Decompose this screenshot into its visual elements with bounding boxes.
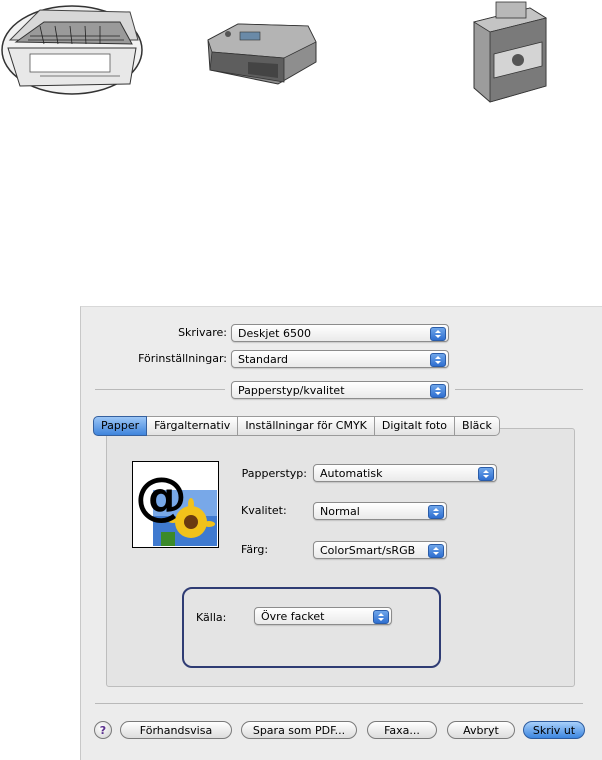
source-label: Källa: [196,611,227,624]
paper-type-value: Automatisk [320,467,383,480]
color-label: Färg: [241,543,269,556]
presets-value: Standard [238,353,289,366]
at-sign-sunflower-icon [133,462,218,547]
tab-digital-photo[interactable]: Digitalt foto [375,416,455,436]
tab-fargalternativ[interactable]: Färgalternativ [147,416,238,436]
paper-type-icon [132,461,219,548]
popup-arrows-icon [430,384,446,398]
tab-cmyk-settings[interactable]: Inställningar för CMYK [238,416,375,436]
paper-type-label: Papperstyp: [241,467,307,480]
color-popup[interactable] [313,541,447,559]
popup-arrows-icon [373,610,389,624]
fax-button[interactable]: Faxa... [367,721,437,739]
presets-popup[interactable] [231,350,449,368]
quality-value: Normal [320,505,360,518]
printer-value: Deskjet 6500 [238,327,311,340]
source-group [182,587,441,668]
tab-ink[interactable]: Bläck [455,416,500,436]
source-popup[interactable] [254,607,392,625]
print-dialog [80,306,602,760]
popup-arrows-icon [478,467,494,481]
presets-label: Förinställningar: [138,352,227,365]
panel-value: Papperstyp/kvalitet [238,384,345,397]
source-value: Övre facket [261,610,325,623]
preview-button[interactable]: Förhandsvisa [120,721,232,739]
printer-popup[interactable] [231,324,449,342]
save-as-pdf-button[interactable]: Spara som PDF... [241,721,357,739]
printer-in-tray-illustration [0,0,143,96]
quality-popup[interactable] [313,502,447,520]
print-button[interactable]: Skriv ut [523,721,585,739]
printer-label: Skrivare: [178,326,227,339]
tab-bar [93,416,500,436]
popup-arrows-icon [428,505,444,519]
popup-arrows-icon [428,544,444,558]
popup-arrows-icon [430,327,446,341]
help-button[interactable]: ? [94,721,112,739]
panel-popup[interactable] [231,381,449,399]
color-value: ColorSmart/sRGB [320,544,416,557]
tab-panel [106,428,575,687]
popup-arrows-icon [430,353,446,367]
paper-tray-accessory-illustration [198,12,320,92]
tab-papper[interactable]: Papper [93,416,147,436]
paper-type-popup[interactable] [313,464,497,482]
quality-label: Kvalitet: [241,504,287,517]
duplex-accessory-illustration [460,0,556,104]
bottom-separator [95,703,583,704]
svg-text:@: @ [135,467,187,527]
separator-right [455,389,583,390]
separator-left [95,389,225,390]
cancel-button[interactable]: Avbryt [447,721,515,739]
